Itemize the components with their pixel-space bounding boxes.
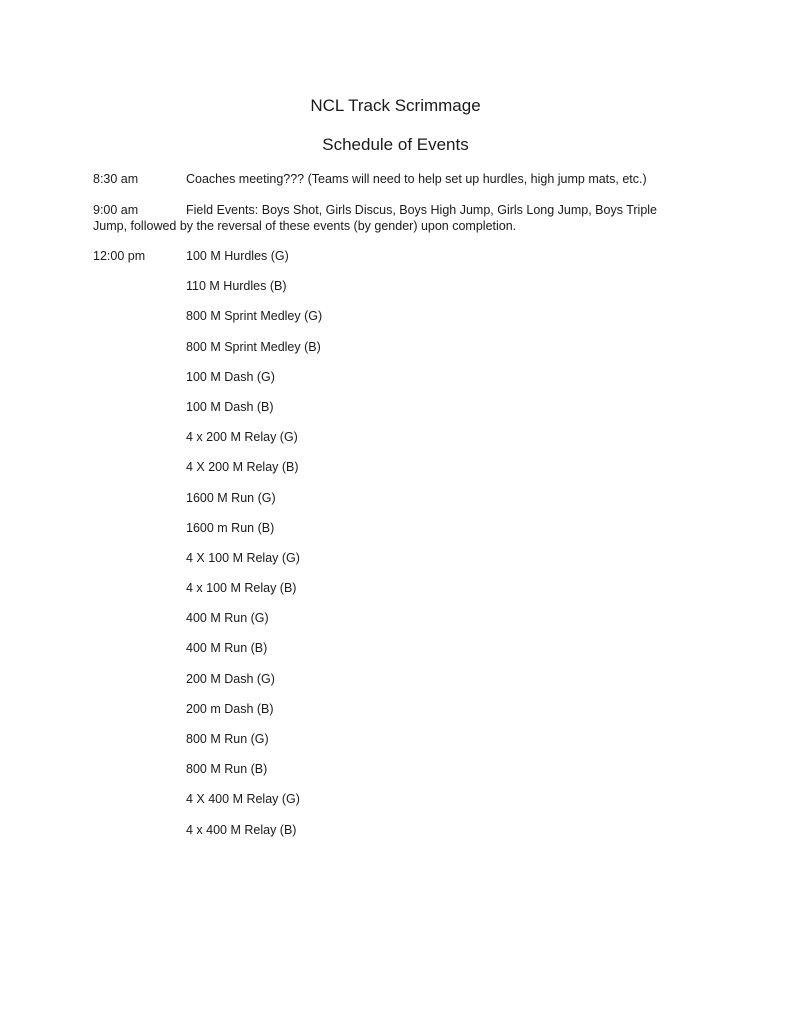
meeting-time: 8:30 am [93,172,139,186]
field-events-description-continued: Jump, followed by the reversal of these events (by gender) upon completion. [93,219,517,233]
event-item: 100 M Dash (B) [186,399,274,414]
event-item: 4 X 100 M Relay (G) [186,550,300,565]
event-item: 1600 m Run (B) [186,520,275,535]
event-item: 100 M Hurdles (G) [186,249,289,263]
event-item: 200 M Dash (G) [186,671,275,686]
event-item: 100 M Dash (G) [186,369,275,384]
running-events-time: 12:00 pm [93,249,146,263]
event-item: 800 M Sprint Medley (G) [186,309,323,324]
document-subtitle: Schedule of Events [322,135,469,154]
event-item: 4 x 400 M Relay (B) [186,822,297,837]
event-item: 4 x 100 M Relay (B) [186,581,297,596]
event-item: 800 M Run (G) [186,732,269,746]
event-item: 400 M Run (B) [186,641,268,656]
event-item: 1600 M Run (G) [186,490,276,505]
event-item: 4 x 200 M Relay (G) [186,430,298,445]
event-item: 4 X 400 M Relay (G) [186,792,300,807]
field-events-time: 9:00 am [93,203,139,217]
event-item: 200 m Dash (B) [186,701,274,716]
running-events-list [186,248,322,852]
field-events-description: Field Events: Boys Shot, Girls Discus, Boys High Jump, Girls Long Jump, Boys Triple [186,203,658,217]
event-item: 110 M Hurdles (B) [186,279,287,294]
event-item: 4 X 200 M Relay (B) [186,460,299,475]
event-item: 400 M Run (G) [186,611,269,626]
meeting-description: Coaches meeting??? (Teams will need to help set up hurdles, high jump mats, etc.) [186,172,647,186]
event-item: 800 M Sprint Medley (B) [186,339,321,354]
document-title: NCL Track Scrimmage [310,96,481,115]
event-item: 800 M Run (B) [186,762,268,777]
